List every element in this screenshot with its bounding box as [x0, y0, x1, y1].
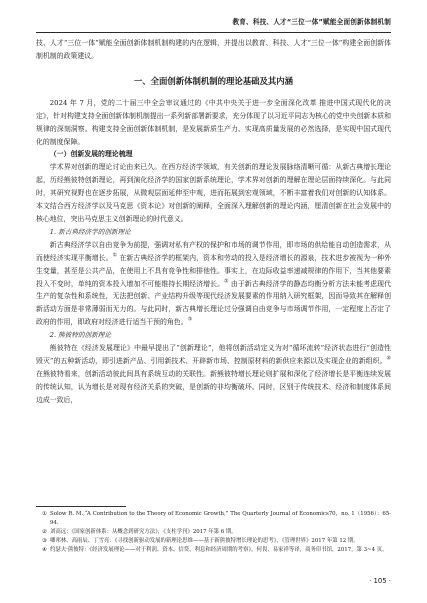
subheading-schumpeter: 2. 熊彼特的创新理论	[49, 331, 111, 340]
footnote-ref-2[interactable]: ②	[224, 278, 229, 285]
footnote-text: 卿邦林、高雨辰、丁雪亮：《寻找创新驱动发展的新理论思维——基于新熊彼特增长理论的思考》，《管理世界》2017 年第 12 期。	[50, 538, 359, 544]
footnote-number: ③	[42, 538, 47, 544]
subheading-neoclassical: 1. 新古典经济学的创新理论	[49, 227, 131, 236]
footnote-rule	[36, 506, 126, 507]
paragraph-1: 2024 年 7 月，党的二十届三中全会审议通过的《中共中央关于进一步全面深化改革 推进中国式现代化的决定》，针对构建支持全面创新体制机制提出一系列新部署新要求，充分体现了以习近平同志为核心的党中央创新本质和规律的深刻洞察。构建支持全面创新体制机制，是发展新质生产力、实现高质量发展的必然选择，是实现中国式现代化的制度保障。	[36, 98, 391, 146]
paragraph-3-part-c: 由于新古典经济学的静态均衡分析方法未能考虑现代生产的复杂性和系统性，无法把创新、产业结构升级等现代经济发展要素的作用纳入研究框架，因而导致其在解释创新活动方面是非常薄弱而无力的。与此同时，新古典增长理论过分强调自由竞争与市场调节作用，一定程度上否定了政府的作用，即政府对经济进行适当干预的角色。	[36, 279, 391, 327]
footnote	[36, 510, 391, 528]
footnote-number: ②	[42, 529, 47, 535]
paragraph-3-part-b: 在新古典经济学的框架内，资本和劳动的投入是经济增长的源泉，技术进步被视为一种外生变量，甚至是公共产品，在使用上不具有竞争性和排他性。事实上，在边际收益率递减规律的作用下，当其他要素投入不变时，单纯的资本投入增加不可能维持长期经济增长。	[36, 253, 392, 288]
footnote-text: 刘高远：《国家创新体系：从概念到研究方法》，《支柱学刊》2017 年第 6 期。	[50, 529, 237, 535]
footnotes	[36, 506, 391, 555]
page-number: · 105 ·	[369, 577, 391, 585]
footnote-ref-1[interactable]: ①	[112, 252, 118, 259]
footnote-text: Solow R. M.,“A Contribution to the Theory of Economic Growth,” The Quarterly Journal of Economics70，no. 1（1956）：65-94.	[50, 511, 391, 526]
section-title: 一、全面创新体制机制的理论基础及其内涵	[133, 75, 294, 86]
intro-paragraph: 技、人才“三位一体”赋能全面创新体制机制构建的内在逻辑，并提出以教育、科技、人才“三位一体”构建全面创新体制机制的政策建议。	[36, 39, 391, 60]
running-head	[36, 14, 391, 33]
footnote	[36, 528, 391, 537]
paragraph-4-part-b: 在熊彼特看来，创新活动彼此间具有系统互动的关联性。新熊彼特增长理论则扩展和深化了经济增长是平衡连续发展的传统认知，认为增长是对现有经济关系的突破，是创新的非均衡破坏。同时，区别于传统技术、经济和制度体系间边成一致后，	[36, 369, 391, 404]
subsection-title: （一）创新发展的理论梳理	[49, 150, 133, 159]
footnote-text: 约瑟夫·熊彼特：《经济发展理论——对于利润、资本、信贷、利息和经济周期的考察》，何畏、易家祥等译，商务印书馆，2017，第 3~4 页。	[50, 547, 388, 553]
footnote	[36, 546, 391, 555]
footnote-number: ④	[42, 547, 47, 553]
paragraph-3-part-a: 新古典经济学以自由竞争为前提，强调对私有产权的保护和市场的调节作用，即市场的供给能自动创造需求，从而使经济实现平衡增长。	[36, 240, 391, 262]
footnote-number: ①	[42, 511, 47, 517]
paragraph-2: 学术界对创新的理论讨论由来已久。在西方经济学领域，有关创新的理论发展脉络清晰可循：从新古典增长理论起，历经熊彼特创新理论，再到演化经济学的国家创新系统理论，学术界对创新的理解在理论层面持续深化。与此同时，其研究视野也在逐步拓展，从微观层面延伸至中观，进而拓展到宏观领域，不断丰富着我们对创新的认知体系。本文结合西方经济学以及马克思《资本论》对创新的阐释，全面深入理解创新的理论内涵，厘清创新在社会发展中的核心地位，突出马克思主义创新理论的时代意义。	[36, 163, 391, 223]
footnote-ref-4[interactable]: ④	[386, 355, 391, 362]
paragraph-4	[36, 342, 391, 407]
paragraph-3	[36, 239, 391, 329]
footnote-ref-3[interactable]: ③	[187, 316, 193, 323]
running-head-text: 教育、科技、人才“三位一体”赋能全面创新体制机制	[232, 18, 391, 26]
main-text	[36, 37, 391, 407]
paragraph-4-part-a: 熊彼特在《经济发展理论》中最早提出了“创新理论”，他将创新活动定义为对“循环流转”经济状态进行“创造性毁灭”的五种新活动，即引进新产品、引用新技术、开辟新市场、控制原材料的新供应来源以及实现企业的新组织。	[36, 344, 391, 365]
footnote	[36, 537, 391, 546]
